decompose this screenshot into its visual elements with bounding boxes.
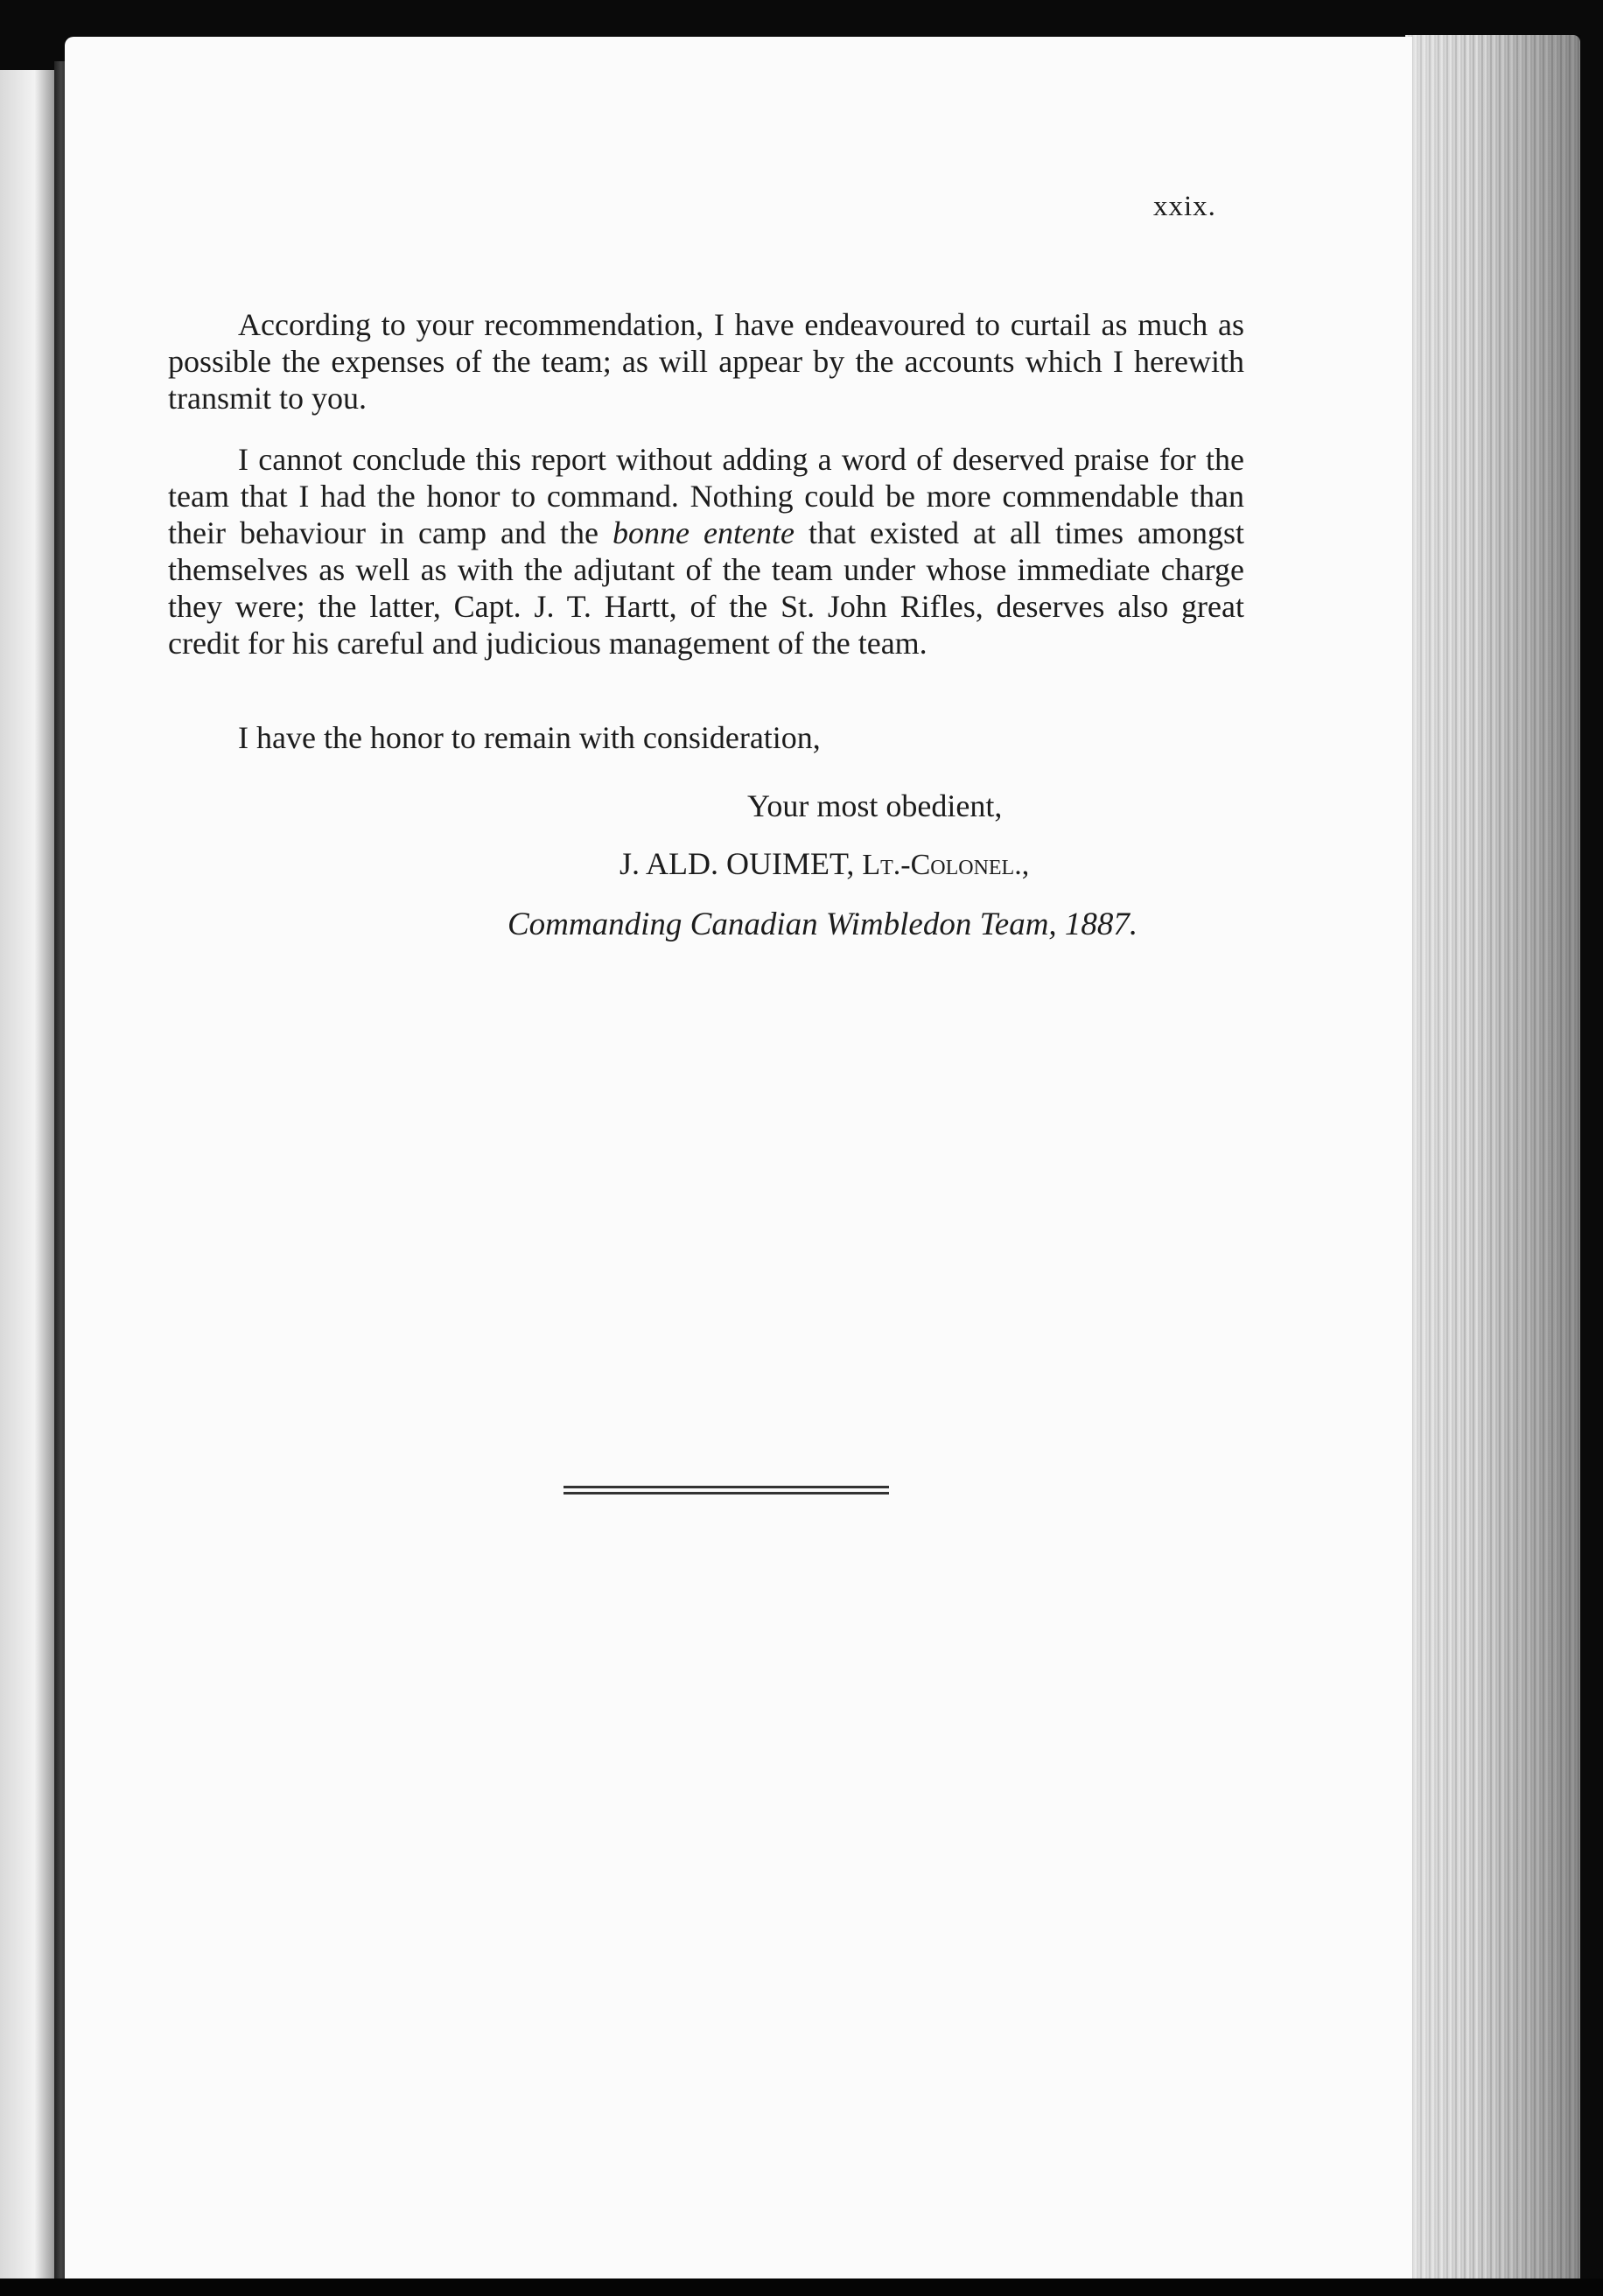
scan-bottom-border bbox=[0, 2278, 1603, 2296]
paragraph-closing: I have the honor to remain with consideration, bbox=[238, 720, 821, 755]
signature-rank: Lt.-Colonel., bbox=[862, 849, 1030, 881]
signature-title: Commanding Canadian Wimbledon Team, 1887. bbox=[508, 906, 1138, 942]
signature-name-text: J. ALD. OUIMET, bbox=[620, 846, 855, 881]
paragraph-praise-text-2: that existed at all times amongst themselves as well as with the adjutant of the team under whose immediate charge they were; the latter, Capt. J. T. Hartt, of the St. John Rifles, deserves also great credit for his careful and judicious management of the team. bbox=[168, 515, 1245, 661]
signature-closing: Your most obedient, bbox=[747, 788, 1003, 823]
page-stack-edges bbox=[1405, 35, 1580, 2288]
double-rule-divider bbox=[564, 1486, 889, 1494]
paragraph-recommendation: According to your recommendation, I have endeavoured to curtail as much as possible the expenses of the team; as will appear by the accounts which I herewith transmit to you. bbox=[168, 307, 1244, 416]
paragraph-praise-text-1: I cannot conclude this report without adding a word of deserved praise for the team that I had the honor to command. Nothing could be more commendable than their behaviour in camp and the bbox=[168, 442, 1244, 550]
paragraph-praise-italic: bonne entente bbox=[612, 515, 794, 550]
page-number: xxix. bbox=[1153, 191, 1216, 222]
signature-name bbox=[620, 845, 1029, 884]
facing-page-edge bbox=[0, 70, 58, 2296]
paragraph-praise bbox=[168, 441, 1244, 662]
book-page bbox=[65, 37, 1412, 2296]
page-content bbox=[65, 37, 1412, 2296]
